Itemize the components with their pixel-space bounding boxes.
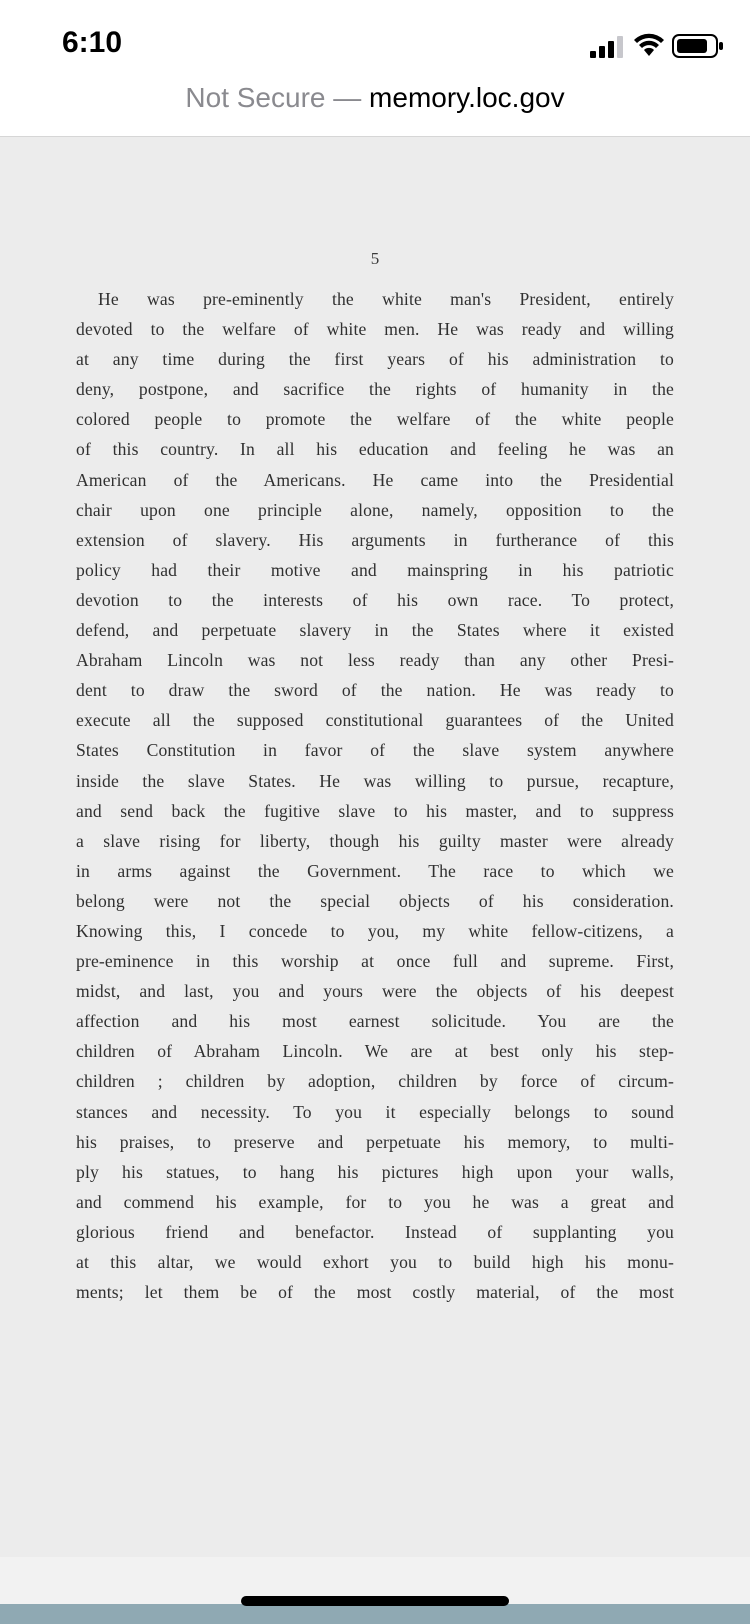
text-line: Abraham Lincoln was not less ready than any other Presi- — [76, 650, 674, 671]
text-line: affection and his most earnest solicitude. You are the — [76, 1011, 674, 1032]
text-line: deny, postpone, and sacrifice the rights of humanity in the — [76, 379, 674, 400]
text-line: chair upon one principle alone, namely, opposition to the — [76, 499, 674, 520]
page-number: 5 — [370, 249, 380, 268]
text-line: colored people to promote the welfare of the white people — [76, 409, 674, 430]
scanned-page — [0, 137, 750, 1557]
battery-icon — [672, 34, 724, 58]
text-line: and commend his example, for to you he was a great and — [76, 1191, 674, 1212]
text-line: and send back the fugitive slave to his master, and to suppress — [76, 800, 674, 821]
cellular-signal-icon — [590, 36, 624, 58]
url-domain: memory.loc.gov — [369, 82, 565, 113]
text-line: ments; let them be of the most costly material, of the most — [76, 1282, 674, 1303]
home-indicator[interactable] — [241, 1596, 509, 1606]
text-line: inside the slave States. He was willing to pursue, recapture, — [76, 770, 674, 791]
text-line: glorious friend and benefactor. Instead of supplanting you — [76, 1221, 674, 1242]
text-line: policy had their motive and mainspring in his patriotic — [76, 559, 674, 580]
text-line: States Constitution in favor of the slave system anywhere — [76, 740, 674, 761]
browser-bottom-edge — [0, 1604, 750, 1624]
text-line: children ; children by adoption, children by force of circum- — [76, 1071, 674, 1092]
text-line: his praises, to preserve and perpetuate his memory, to multi- — [76, 1131, 674, 1152]
text-line: stances and necessity. To you it especially belongs to sound — [76, 1101, 674, 1122]
text-line: a slave rising for liberty, though his guilty master were already — [76, 830, 674, 851]
text-line: at any time during the first years of his administration to — [76, 349, 674, 370]
text-line: He was pre-eminently the white man's President, entirely — [98, 289, 674, 309]
text-line: pre-eminence in this worship at once full and supreme. First, — [76, 951, 674, 972]
text-line: defend, and perpetuate slavery in the States where it existed — [76, 620, 674, 641]
text-line: dent to draw the sword of the nation. He was ready to — [76, 680, 674, 701]
text-line: devotion to the interests of his own race. To protect, — [76, 589, 674, 610]
text-line: American of the Americans. He came into the Presidential — [76, 469, 674, 490]
url-display[interactable] — [185, 82, 564, 114]
security-label: Not Secure — — [185, 82, 362, 113]
text-line: in arms against the Government. The race to which we — [76, 860, 674, 881]
page-body-text — [76, 284, 674, 1307]
text-line: midst, and last, you and yours were the objects of his deepest — [76, 981, 674, 1002]
text-line: ply his statues, to hang his pictures high upon your walls, — [76, 1161, 674, 1182]
text-line: belong were not the special objects of his consideration. — [76, 890, 674, 911]
text-line: Knowing this, I concede to you, my white fellow-citizens, a — [76, 920, 674, 941]
clock-time: 6:10 — [62, 26, 123, 59]
address-bar[interactable] — [0, 72, 750, 136]
wifi-icon — [634, 32, 664, 58]
text-line: children of Abraham Lincoln. We are at best only his step- — [76, 1041, 674, 1062]
text-line: execute all the supposed constitutional guarantees of the United — [76, 710, 674, 731]
text-line: of this country. In all his education and feeling he was an — [76, 439, 674, 460]
text-line: devoted to the welfare of white men. He was ready and willing — [76, 319, 674, 340]
text-line: at this altar, we would exhort you to build high his monu- — [76, 1252, 674, 1272]
text-line: extension of slavery. His arguments in furtherance of this — [76, 529, 674, 550]
